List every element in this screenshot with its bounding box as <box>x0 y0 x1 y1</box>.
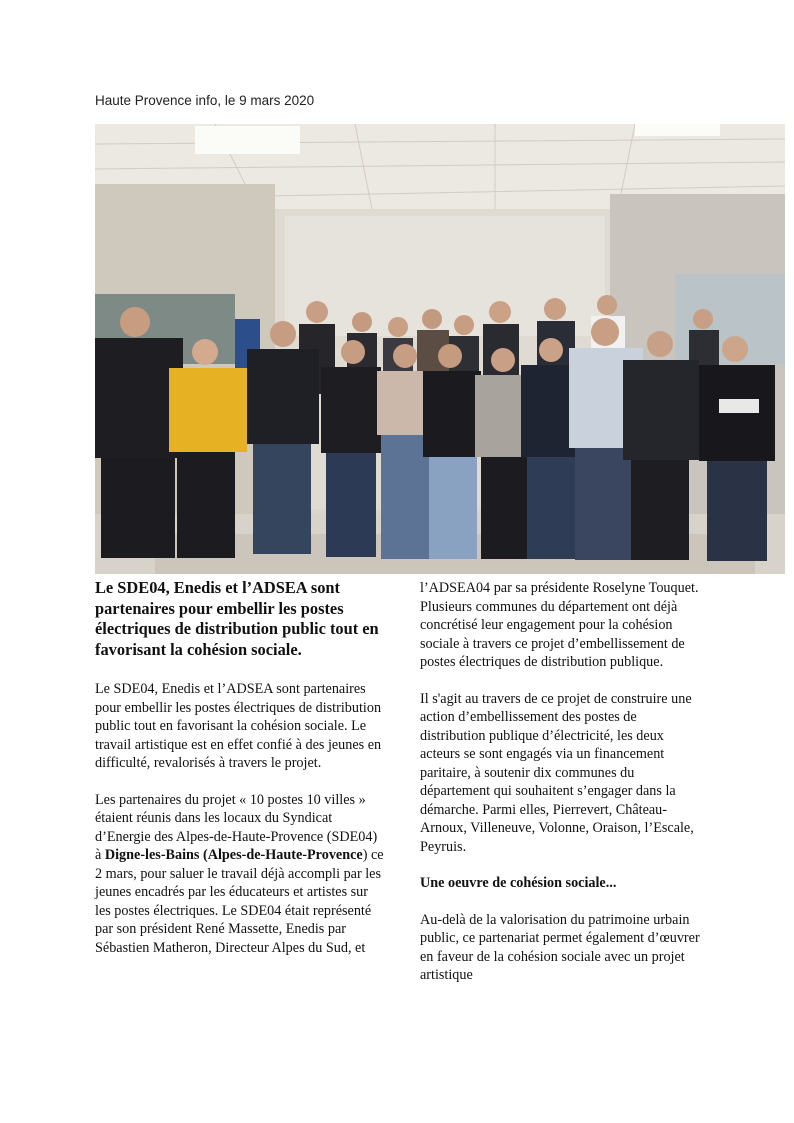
article-headline: Le SDE04, Enedis et l’ADSEA sont partenaires pour embellir les postes électriques de distribution public tout en favorisant la cohésion sociale. <box>95 578 379 659</box>
article-paragraph-4: Il s'agit au travers de ce projet de construire une action d’embellissement des postes de distribution publique d’électricité, les deux acteurs se sont engagés via un financement paritaire, à soutenir dix communes du département qui souhaitent s’engager dans la démarche. Parmi elles, Pierrevert, Château-Arnoux, Villeneuve, Volonne, Oraison, l’Escale, Peyruis. <box>420 690 694 855</box>
article-paragraph-3: l’ADSEA04 par sa présidente Roselyne Touquet. Plusieurs communes du département ont déjà concrétisé leur engagement pour la cohésion sociale à travers ce projet d’embellissement de postes électriques de distribution publique. <box>420 580 699 670</box>
group-photo <box>95 124 785 574</box>
article-column-left <box>95 578 385 975</box>
group-photo-illustration <box>95 124 785 574</box>
article-column-right <box>420 579 705 1003</box>
paragraph-2-text-b: ) ce 2 mars, pour saluer le travail déjà accompli par les jeunes encadrés par les éducateurs et artistes sur les postes électriques. Le SDE04 était représenté par son président René Massette, Enedis par Sébastien Matheron, Directeur Alpes du Sud, et <box>95 847 384 956</box>
article-paragraph-5: Au-delà de la valorisation du patrimoine urbain public, ce partenariat permet également d’œuvrer en faveur de la cohésion sociale avec un projet artistique <box>420 911 700 983</box>
article-subheading: Une oeuvre de cohésion sociale... <box>420 875 617 891</box>
article-paragraph-2 <box>95 791 385 958</box>
article-paragraph-1: Le SDE04, Enedis et l’ADSEA sont partenaires pour embellir les postes électriques de distribution public tout en favorisant la cohésion sociale. Le travail artistique est en effet confié à des jeunes en difficulté, revalorisés à travers le projet. <box>95 681 382 771</box>
paragraph-2-text-a: Les partenaires du projet « 10 postes 10 villes » étaient réunis dans les locaux du Syndicat d’Energie des Alpes-de-Haute-Provence (SDE04) à <box>95 791 378 863</box>
paragraph-2-location: Digne-les-Bains (Alpes-de-Haute-Provence <box>104 847 363 863</box>
source-dateline: Haute Provence info, le 9 mars 2020 <box>95 93 315 108</box>
